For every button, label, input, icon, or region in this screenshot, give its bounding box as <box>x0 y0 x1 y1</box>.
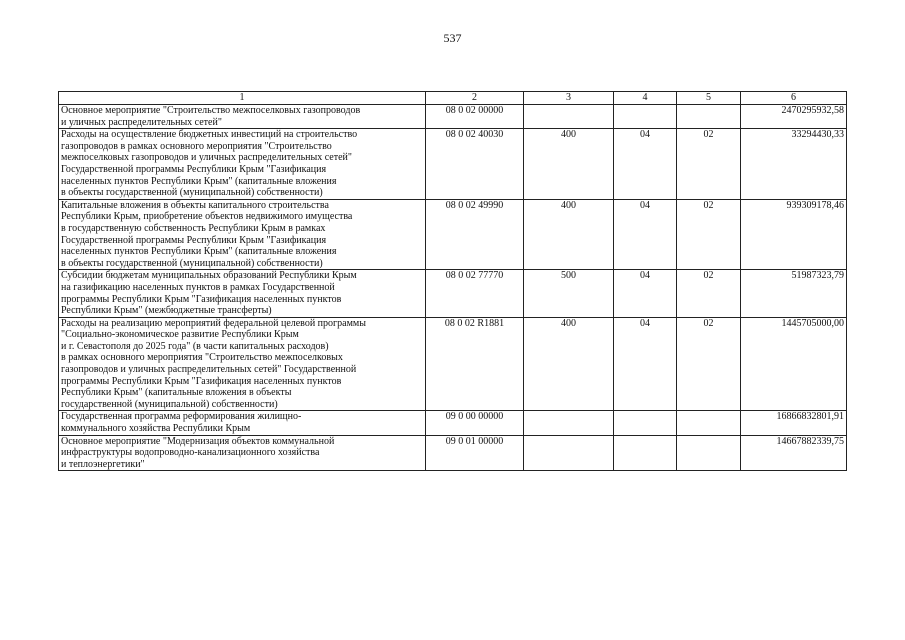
table-row <box>59 199 847 270</box>
column-header-rz: 4 <box>614 92 677 105</box>
row-amount: 33294430,33 <box>741 129 847 200</box>
row-amount: 1445705000,00 <box>741 317 847 411</box>
column-header-name: 1 <box>59 92 426 105</box>
row-expense-type <box>524 435 614 471</box>
row-name: Субсидии бюджетам муниципальных образований Республики Крым на газификацию населенных пунктов в рамках Государственной программы Республики Крым "Газификация населенных пунктов Республики Крым" (межбюджетные трансферты) <box>59 270 426 317</box>
table-row <box>59 411 847 435</box>
table-row <box>59 129 847 200</box>
column-header-amount: 6 <box>741 92 847 105</box>
row-name: Государственная программа реформирования жилищно- коммунального хозяйства Республики Крым <box>59 411 426 435</box>
row-section: 04 <box>614 270 677 317</box>
row-name: Расходы на реализацию мероприятий федеральной целевой программы "Социально-экономическое развитие Республики Крым и г. Севастополя до 2025 года" (в части капитальных расходов) в рамках основного мероприятия "Строительство межпоселковых газопроводов и уличных распределительных сетей" Государственной программы Республики Крым "Газификация населенных пунктов Республики Крым" (капитальные вложения в объекты государственной (муниципальной) собственности) <box>59 317 426 411</box>
row-subsection <box>677 435 741 471</box>
row-target-code: 09 0 01 00000 <box>426 435 524 471</box>
column-header-pr: 5 <box>677 92 741 105</box>
column-header-vr: 3 <box>524 92 614 105</box>
row-expense-type: 500 <box>524 270 614 317</box>
row-name: Расходы на осуществление бюджетных инвестиций на строительство газопроводов в рамках основного мероприятия "Строительство межпоселковых газопроводов и уличных распределительных сетей" Государственной программы Республики Крым "Газификация населенных пунктов Республики Крым" (капитальные вложения в объекты государственной (муниципальной) собственности) <box>59 129 426 200</box>
row-expense-type <box>524 411 614 435</box>
row-subsection: 02 <box>677 270 741 317</box>
row-amount: 51987323,79 <box>741 270 847 317</box>
row-section: 04 <box>614 129 677 200</box>
row-section: 04 <box>614 317 677 411</box>
row-amount: 16866832801,91 <box>741 411 847 435</box>
row-name: Основное мероприятие "Модернизация объектов коммунальной инфраструктуры водопроводно-канализационного хозяйства и теплоэнергетики" <box>59 435 426 471</box>
row-target-code: 08 0 02 77770 <box>426 270 524 317</box>
row-section <box>614 435 677 471</box>
row-subsection: 02 <box>677 129 741 200</box>
row-target-code: 08 0 02 49990 <box>426 199 524 270</box>
row-amount: 14667882339,75 <box>741 435 847 471</box>
table-row <box>59 435 847 471</box>
table-row <box>59 105 847 129</box>
column-header-csr: 2 <box>426 92 524 105</box>
row-target-code: 08 0 02 00000 <box>426 105 524 129</box>
row-subsection <box>677 411 741 435</box>
budget-table <box>58 91 847 471</box>
row-target-code: 08 0 02 40030 <box>426 129 524 200</box>
row-name: Капитальные вложения в объекты капитального строительства Республики Крым, приобретение объектов недвижимого имущества в государственную собственность Республики Крым в рамках Государственной программы Республики Крым "Газификация населенных пунктов Республики Крым" (капитальные вложения в объекты государственной (муниципальной) собственности) <box>59 199 426 270</box>
row-amount: 2470295932,58 <box>741 105 847 129</box>
row-target-code: 08 0 02 R1881 <box>426 317 524 411</box>
row-subsection: 02 <box>677 199 741 270</box>
row-target-code: 09 0 00 00000 <box>426 411 524 435</box>
row-name: Основное мероприятие "Строительство межпоселковых газопроводов и уличных распределительных сетей" <box>59 105 426 129</box>
table-row <box>59 317 847 411</box>
row-expense-type: 400 <box>524 129 614 200</box>
row-expense-type: 400 <box>524 317 614 411</box>
row-expense-type: 400 <box>524 199 614 270</box>
page-number: 537 <box>443 31 462 45</box>
row-section <box>614 105 677 129</box>
row-section <box>614 411 677 435</box>
row-section: 04 <box>614 199 677 270</box>
row-expense-type <box>524 105 614 129</box>
row-subsection: 02 <box>677 317 741 411</box>
table-row <box>59 270 847 317</box>
header-row <box>59 92 847 105</box>
row-subsection <box>677 105 741 129</box>
row-amount: 939309178,46 <box>741 199 847 270</box>
